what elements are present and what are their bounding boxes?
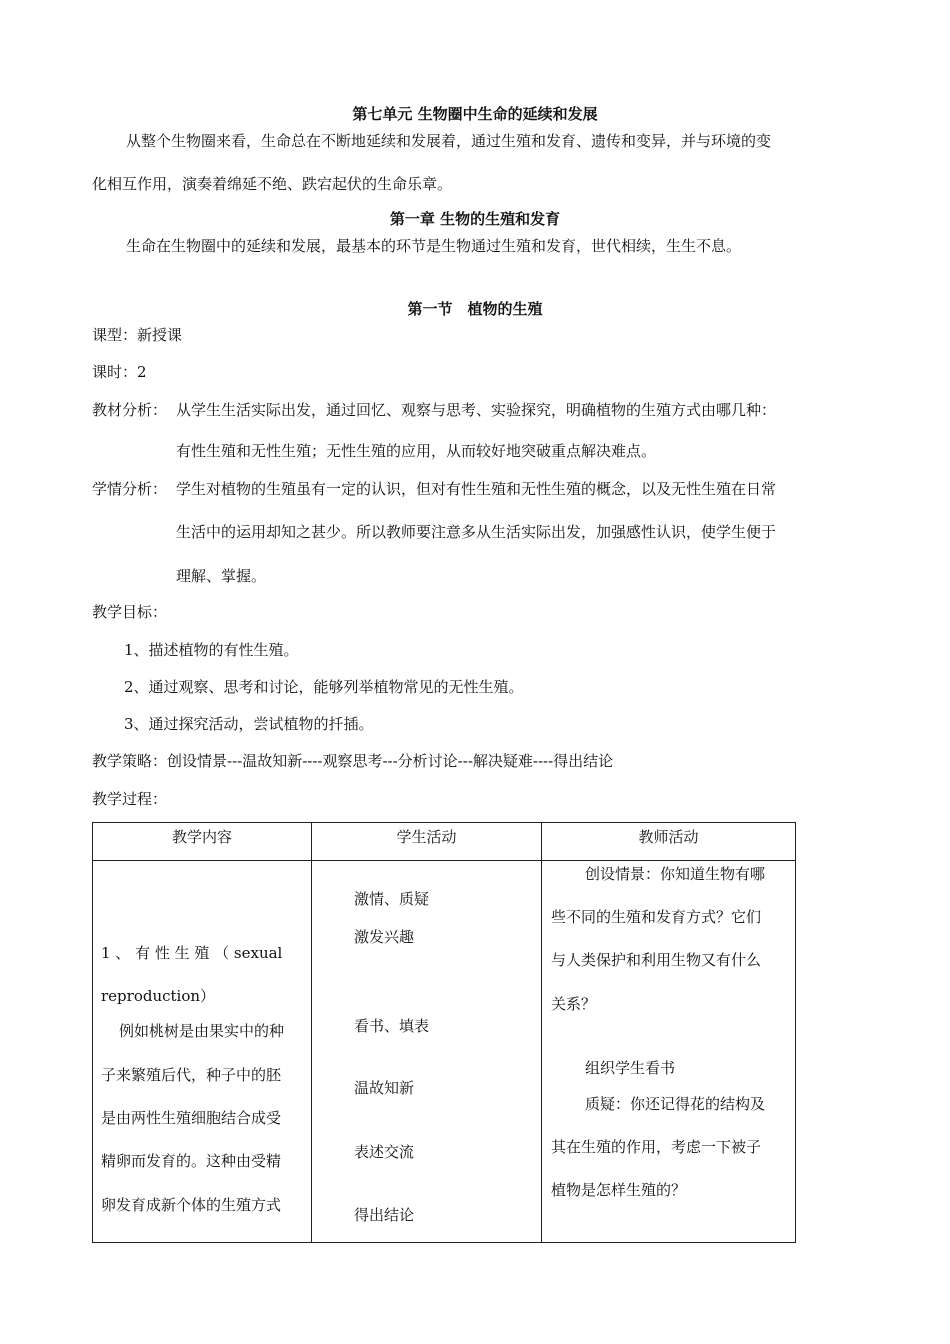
teacher-activity-cell: [542, 861, 796, 1243]
student-activity: 激发兴趣: [354, 928, 415, 946]
teacher-line: 质疑：你还记得花的结构及: [585, 1095, 766, 1113]
content-heading-line1: 1 、 有 性 生 殖 （ sexual: [101, 944, 283, 962]
material-line2: 有性生殖和无性生殖；无性生殖的应用，从而较好地突破重点解决难点。: [176, 442, 657, 460]
content-line: 精卵而发育的。这种由受精: [101, 1152, 282, 1170]
unit-title: 第七单元 生物圈中生命的延续和发展: [352, 105, 598, 123]
class-hours: 课时：2: [92, 363, 147, 381]
student-activity: 激情、质疑: [354, 890, 430, 908]
student-analysis-label: 学情分析：: [92, 480, 168, 498]
teacher-line: 植物是怎样生殖的？: [551, 1181, 687, 1199]
student-activity: 表述交流: [354, 1143, 415, 1161]
content-heading-line2: reproduction）: [101, 987, 216, 1005]
student-activity: 看书、填表: [354, 1017, 430, 1035]
header-cell: 教师活动: [542, 823, 796, 861]
material-line1: 从学生生活实际出发，通过回忆、观察与思考、实验探究，明确植物的生殖方式由哪几种：: [176, 401, 777, 419]
lesson-type: 课型：新授课: [92, 326, 183, 344]
lesson-table: [92, 822, 796, 1243]
table-header-row: [93, 823, 796, 861]
section-title: 第一节 植物的生殖: [407, 300, 543, 318]
teacher-line: 些不同的生殖和发育方式？它们: [551, 908, 762, 926]
student-analysis-line1: 学生对植物的生殖虽有一定的认识，但对有性生殖和无性生殖的概念，以及无性生殖在日常: [176, 480, 777, 498]
content-cell: [93, 861, 312, 1243]
header-cell: 教学内容: [93, 823, 312, 861]
teacher-line: 创设情景：你知道生物有哪: [585, 865, 766, 883]
material-label: 教材分析：: [92, 401, 168, 419]
content-line: 是由两性生殖细胞结合成受: [101, 1109, 282, 1127]
student-activity: 温故知新: [354, 1079, 415, 1097]
teaching-strategy: 教学策略：创设情景---温故知新----观察思考---分析讨论---解决疑难----得出结论: [92, 752, 614, 770]
teacher-line: 与人类保护和利用生物又有什么: [551, 951, 762, 969]
student-analysis-line2: 生活中的运用却知之甚少。所以教师要注意多从生活实际出发，加强感性认识，使学生便于: [176, 523, 777, 541]
goals-label: 教学目标：: [92, 603, 168, 621]
chapter-intro: 生命在生物圈中的延续和发展，最基本的环节是生物通过生殖和发育，世代相续，生生不息。: [126, 237, 742, 255]
unit-intro-line1: 从整个生物圈来看，生命总在不断地延续和发展着，通过生殖和发育、遗传和变异，并与环境的变: [126, 132, 772, 150]
teacher-line: 关系？: [551, 995, 597, 1013]
content-line: 卵发育成新个体的生殖方式: [101, 1196, 282, 1214]
student-activity-cell: [312, 861, 542, 1243]
table-row: [93, 861, 796, 1243]
content-line: 子来繁殖后代，种子中的胚: [101, 1066, 282, 1084]
content-line: 例如桃树是由果实中的种: [119, 1022, 285, 1040]
goal-item: 2、通过观察、思考和讨论，能够列举植物常见的无性生殖。: [124, 678, 524, 696]
student-analysis-line3: 理解、掌握。: [176, 567, 267, 585]
student-activity: 得出结论: [354, 1206, 415, 1224]
header-cell: 学生活动: [312, 823, 542, 861]
teacher-organize: 组织学生看书: [585, 1059, 676, 1077]
chapter-title: 第一章 生物的生殖和发育: [389, 210, 561, 228]
goal-item: 1、描述植物的有性生殖。: [124, 641, 299, 659]
teacher-line: 其在生殖的作用，考虑一下被子: [551, 1138, 762, 1156]
unit-intro-line2: 化相互作用，演奏着绵延不绝、跌宕起伏的生命乐章。: [92, 175, 453, 193]
process-label: 教学过程：: [92, 790, 168, 808]
goal-item: 3、通过探究活动，尝试植物的扦插。: [124, 715, 374, 733]
